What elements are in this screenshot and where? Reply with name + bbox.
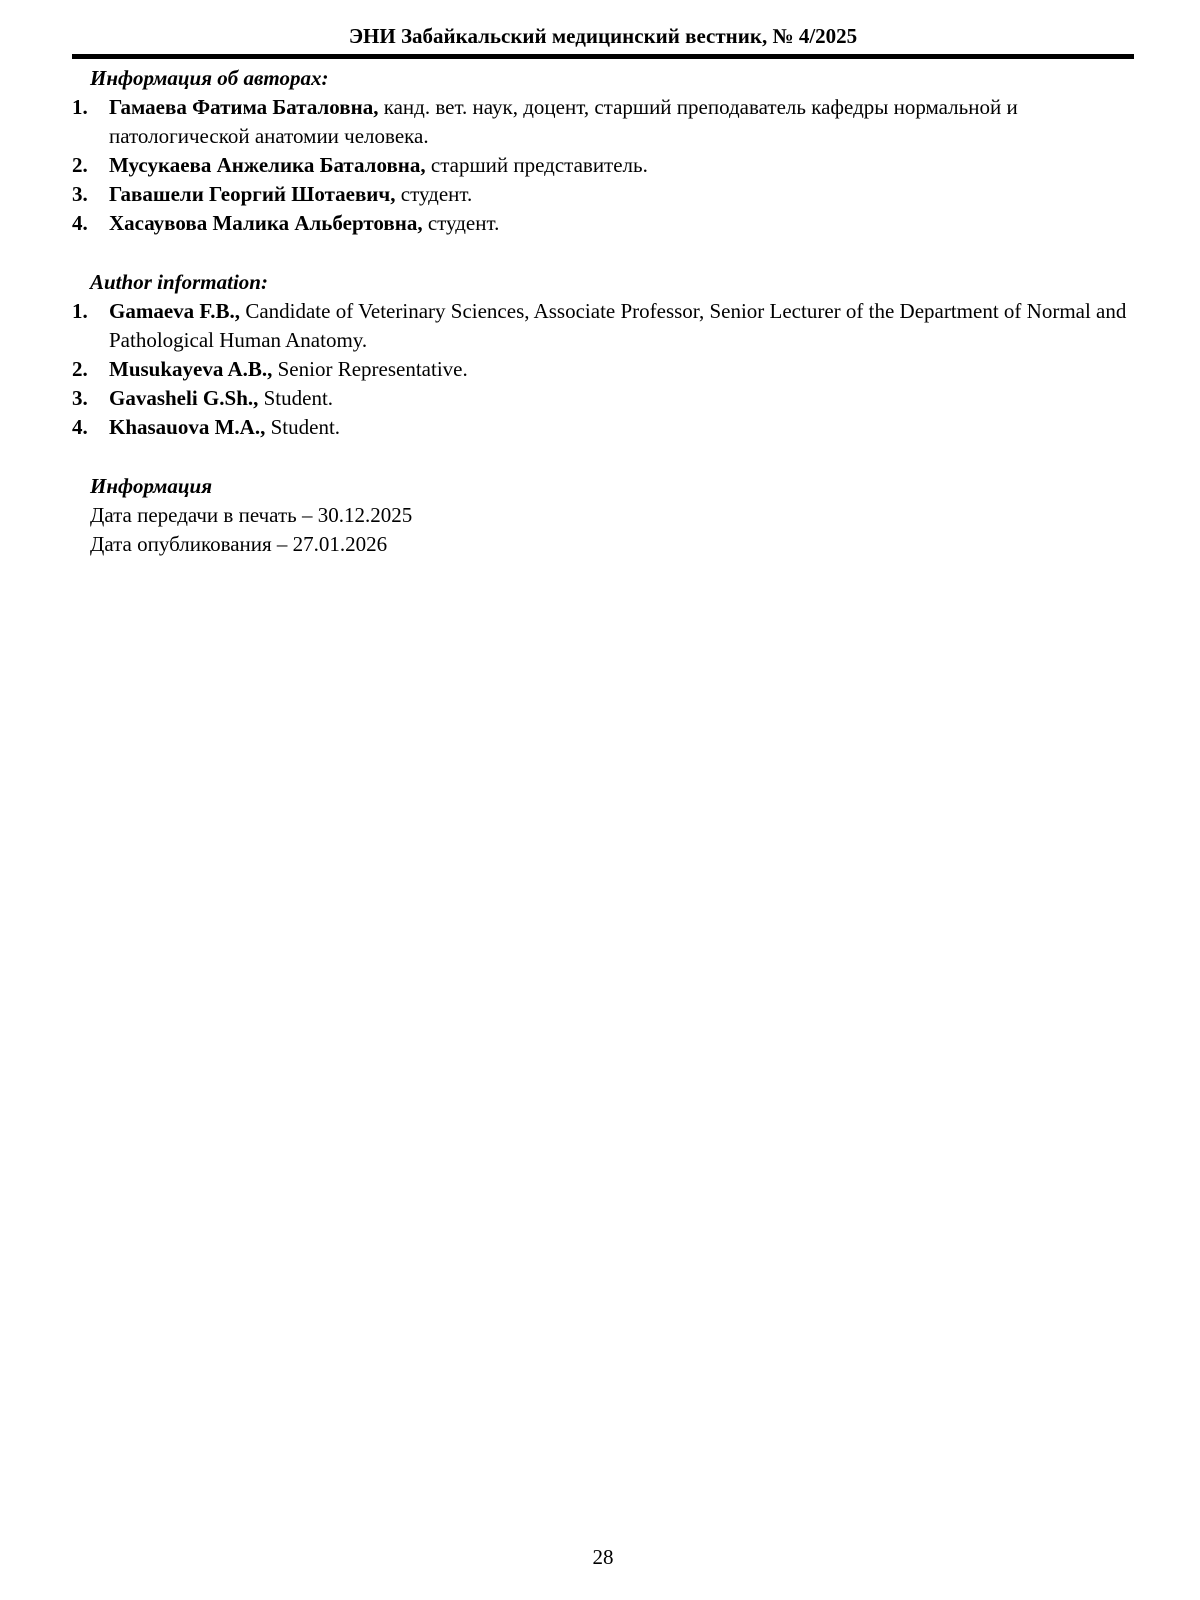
item-number: 3. bbox=[72, 386, 88, 410]
item-number: 2. bbox=[72, 357, 88, 381]
list-item bbox=[72, 209, 1134, 238]
authors-en-section bbox=[72, 268, 1134, 442]
list-item bbox=[72, 151, 1134, 180]
author-details: канд. вет. наук, доцент, старший преподаватель кафедры нормальной и патологической анатомии человека. bbox=[109, 95, 1018, 148]
author-details: студент. bbox=[395, 182, 473, 206]
list-item bbox=[72, 297, 1134, 355]
list-item bbox=[72, 384, 1134, 413]
list-item bbox=[72, 413, 1134, 442]
list-item bbox=[72, 355, 1134, 384]
author-details: старший представитель. bbox=[425, 153, 648, 177]
list-item bbox=[72, 93, 1134, 151]
item-number: 4. bbox=[72, 415, 88, 439]
author-details: Senior Representative. bbox=[272, 357, 468, 381]
author-name: Gavasheli G.Sh., bbox=[109, 386, 259, 410]
header-divider bbox=[72, 54, 1134, 59]
item-number: 3. bbox=[72, 182, 88, 206]
authors-ru-heading: Информация об авторах: bbox=[90, 66, 329, 90]
authors-en-heading: Author information: bbox=[90, 270, 268, 294]
print-date: Дата передачи в печать – 30.12.2025 bbox=[90, 503, 413, 527]
author-name: Хасаувова Малика Альбертовна, bbox=[109, 211, 423, 235]
author-name: Gamaeva F.B., bbox=[109, 299, 241, 323]
page-number: 28 bbox=[592, 1545, 614, 1569]
author-details: Student. bbox=[265, 415, 341, 439]
author-details: Candidate of Veterinary Sciences, Associate Professor, Senior Lecturer of the Department of Normal and Pathological Human Anatomy. bbox=[109, 299, 1127, 352]
author-name: Мусукаева Анжелика Баталовна, bbox=[109, 153, 426, 177]
item-number: 1. bbox=[72, 95, 88, 119]
author-name: Гамаева Фатима Баталовна, bbox=[109, 95, 379, 119]
item-number: 2. bbox=[72, 153, 88, 177]
item-number: 1. bbox=[72, 299, 88, 323]
publication-info-section bbox=[72, 472, 1134, 559]
publish-date: Дата опубликования – 27.01.2026 bbox=[90, 532, 388, 556]
item-number: 4. bbox=[72, 211, 88, 235]
author-name: Musukayeva A.B., bbox=[109, 357, 273, 381]
publication-info-heading: Информация bbox=[90, 474, 213, 498]
journal-header-title: ЭНИ Забайкальский медицинский вестник, № 4/2025 bbox=[348, 24, 858, 48]
author-details: студент. bbox=[422, 211, 500, 235]
authors-en-list bbox=[72, 297, 1134, 442]
authors-ru-list bbox=[72, 93, 1134, 238]
author-name: Гавашели Георгий Шотаевич, bbox=[109, 182, 396, 206]
author-name: Khasauova M.A., bbox=[109, 415, 266, 439]
list-item bbox=[72, 180, 1134, 209]
author-details: Student. bbox=[258, 386, 334, 410]
authors-ru-section bbox=[72, 64, 1134, 238]
